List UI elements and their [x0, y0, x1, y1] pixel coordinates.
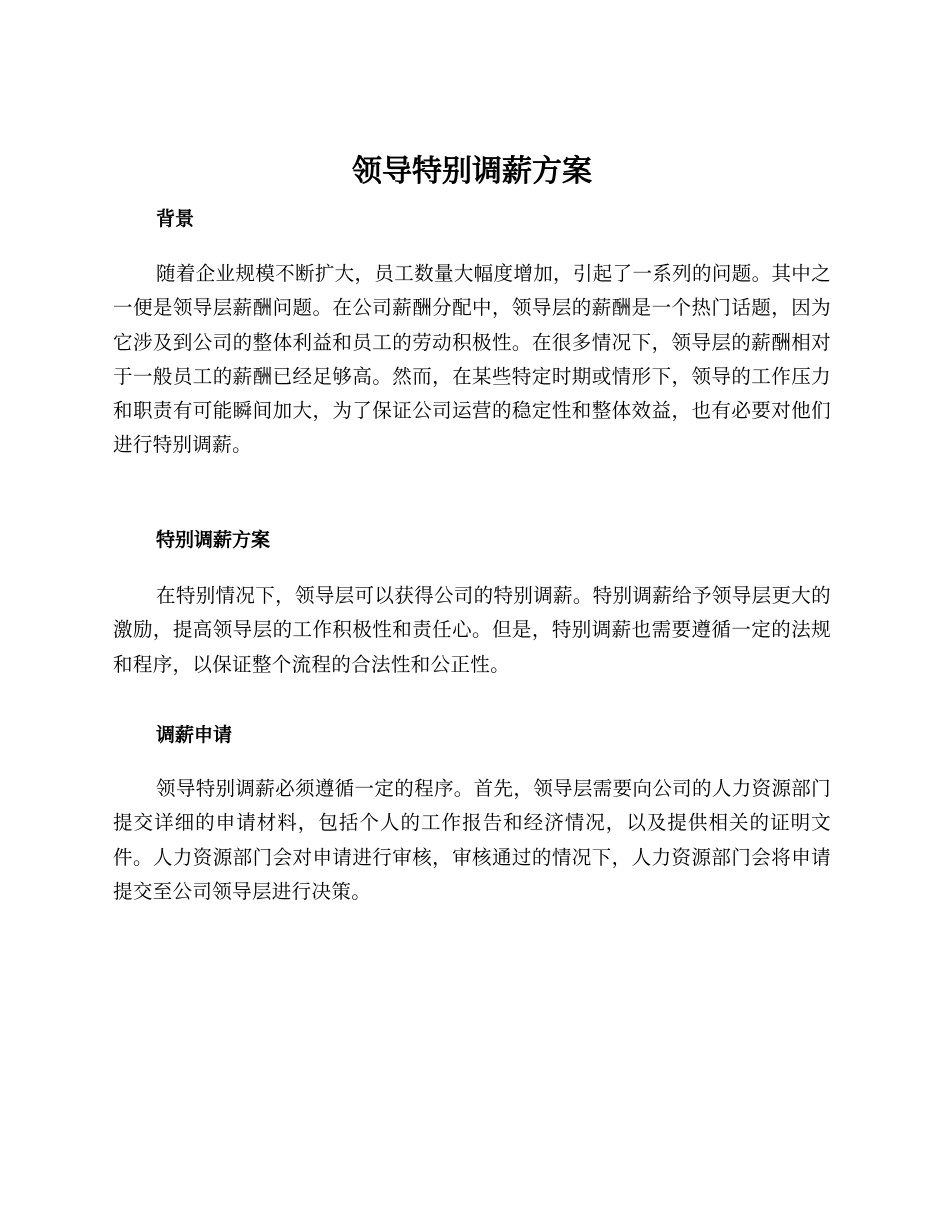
section-paragraph-raise-application: 领导特别调薪必须遵循一定的程序。首先，领导层需要向公司的人力资源部门提交详细的申请材料，包括个人的工作报告和经济情况，以及提供相关的证明文件。人力资源部门会对申请进行审核，审核通过的情况下，人力资源部门会将申请提交至公司领导层进行决策。 — [113, 777, 831, 903]
section-heading-raise-application: 调薪申请 — [156, 724, 233, 746]
section-heading-background: 背景 — [156, 208, 195, 230]
section-paragraph-background: 随着企业规模不断扩大，员工数量大幅度增加，引起了一系列的问题。其中之一便是领导层薪酬问题。在公司薪酬分配中，领导层的薪酬是一个热门话题，因为它涉及到公司的整体利益和员工的劳动积极性。在很多情况下，领导层的薪酬相对于一般员工的薪酬已经足够高。然而，在某些特定时期或情形下，领导的工作压力和职责有可能瞬间加大，为了保证公司运营的稳定性和整体效益，也有必要对他们进行特别调薪。 — [113, 262, 831, 457]
document-title: 领导特别调薪方案 — [352, 154, 592, 189]
section-heading-special-raise-plan: 特别调薪方案 — [156, 529, 271, 551]
section-paragraph-special-raise-plan: 在特别情况下，领导层可以获得公司的特别调薪。特别调薪给予领导层更大的激励，提高领导层的工作积极性和责任心。但是，特别调薪也需要遵循一定的法规和程序，以保证整个流程的合法性和公正性。 — [113, 584, 831, 676]
